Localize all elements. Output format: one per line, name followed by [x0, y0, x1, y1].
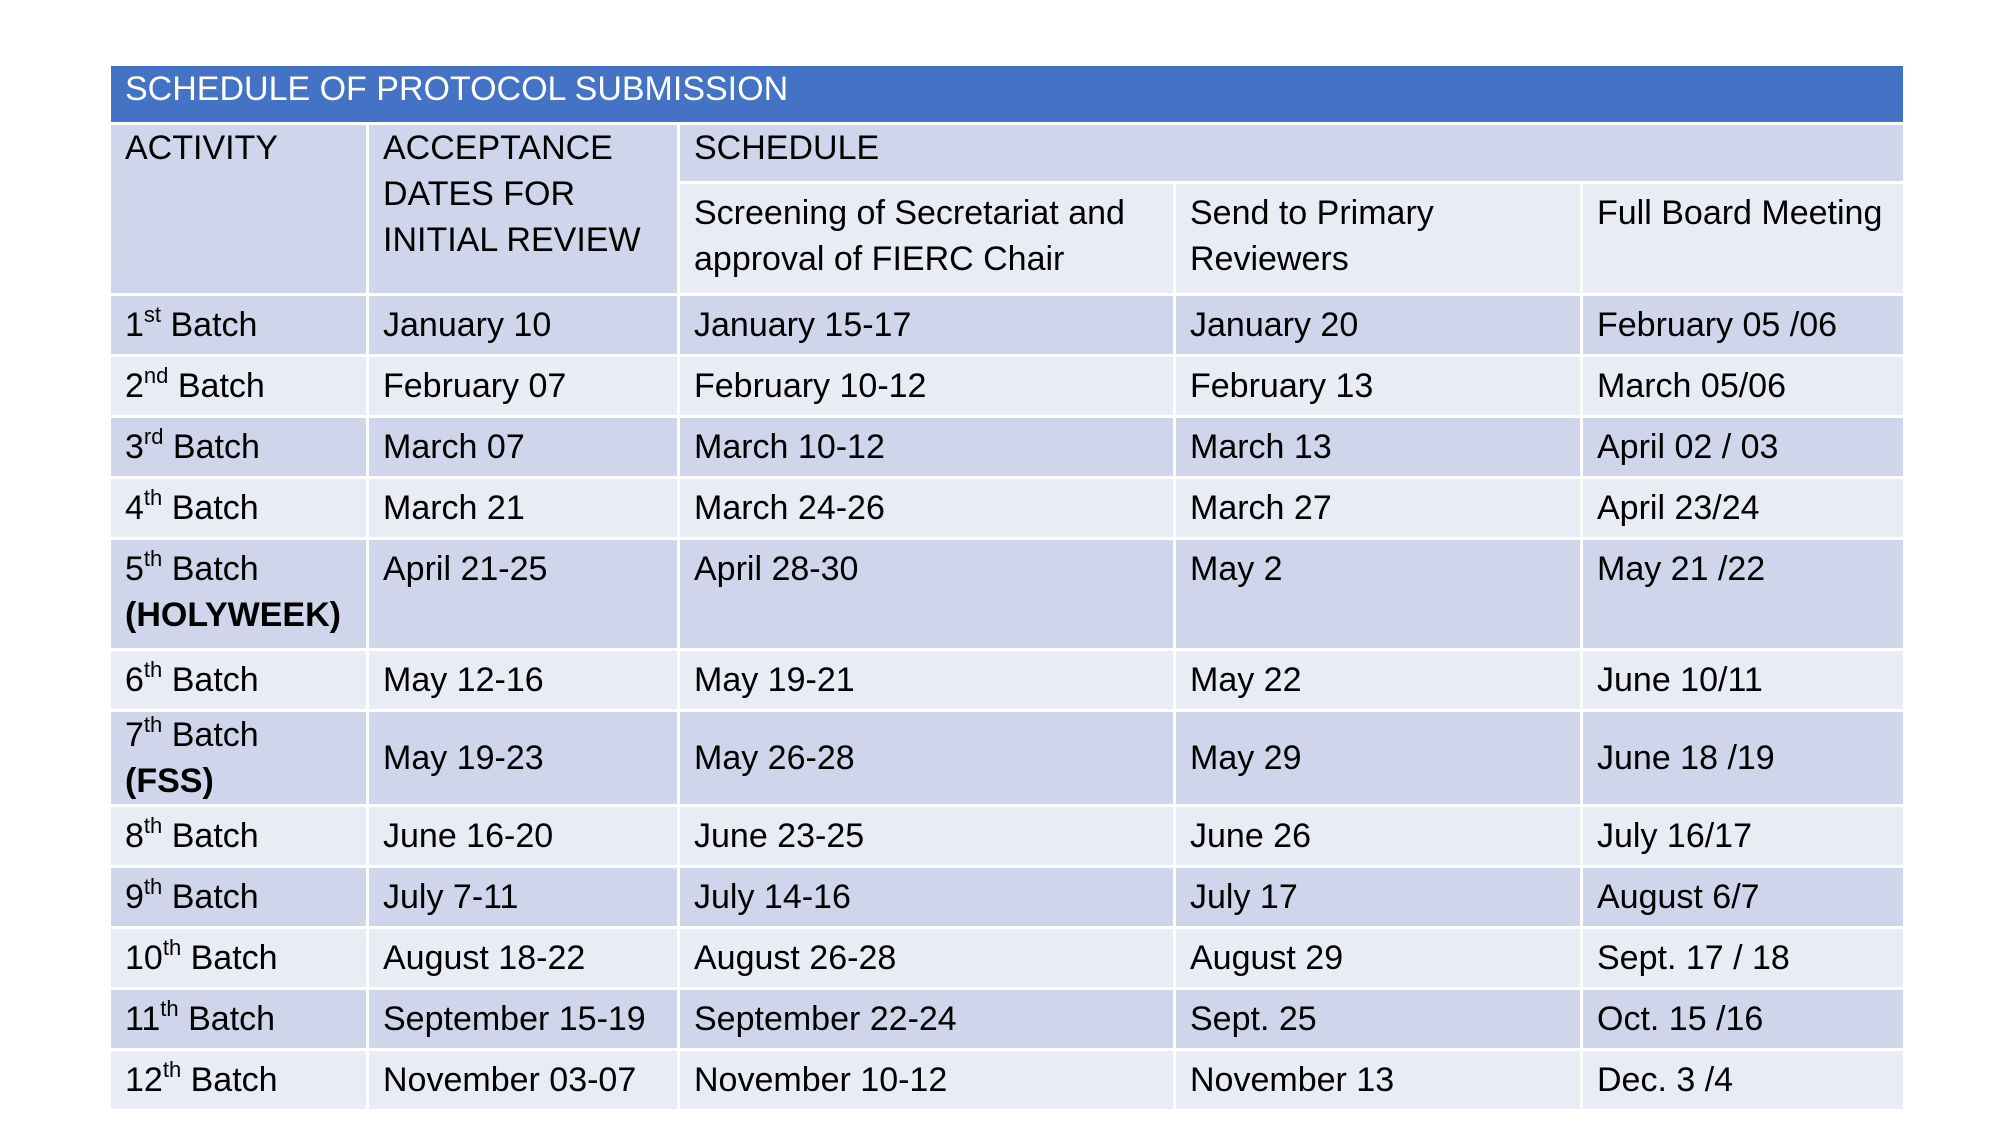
batch-cell	[110, 989, 368, 1050]
table-row	[110, 1050, 1905, 1111]
table-row	[110, 295, 1905, 356]
batch-label: Batch	[181, 1061, 278, 1099]
screening-date-cell: June 23-25	[679, 806, 1175, 867]
acceptance-date-cell: September 15-19	[368, 989, 679, 1050]
full-board-date-cell: July 16/17	[1582, 806, 1905, 867]
table-title: SCHEDULE OF PROTOCOL SUBMISSION	[110, 65, 1905, 124]
full-board-date-cell: April 23/24	[1582, 478, 1905, 539]
table-row	[110, 806, 1905, 867]
screening-date-cell: September 22-24	[679, 989, 1175, 1050]
full-board-date-cell: Sept. 17 / 18	[1582, 928, 1905, 989]
batch-ordinal-suffix: st	[143, 302, 162, 327]
batch-number: 5	[125, 550, 144, 588]
full-board-date-cell: June 10/11	[1582, 650, 1905, 711]
header-send: Send to Primary Reviewers	[1175, 183, 1582, 295]
header-screening: Screening of Secretariat and approval of FIERC Chair	[679, 183, 1175, 295]
send-reviewers-date-cell: Sept. 25	[1175, 989, 1582, 1050]
screening-date-cell: March 10-12	[679, 417, 1175, 478]
batch-note: (HOLYWEEK)	[125, 596, 341, 634]
batch-ordinal-suffix: nd	[143, 363, 169, 388]
screening-date-cell: August 26-28	[679, 928, 1175, 989]
batch-label: Batch	[162, 661, 259, 699]
acceptance-date-cell: May 12-16	[368, 650, 679, 711]
batch-ordinal-suffix: th	[143, 657, 163, 682]
batch-label: Batch	[162, 817, 259, 855]
screening-date-cell: May 19-21	[679, 650, 1175, 711]
screening-date-cell: May 26-28	[679, 711, 1175, 806]
header-row-1	[110, 124, 1905, 183]
batch-label: Batch	[163, 428, 260, 466]
batch-cell	[110, 867, 368, 928]
acceptance-date-cell: February 07	[368, 356, 679, 417]
send-reviewers-date-cell: July 17	[1175, 867, 1582, 928]
table-row	[110, 867, 1905, 928]
batch-number: 4	[125, 489, 144, 527]
batch-label: Batch	[162, 878, 259, 916]
screening-date-cell: February 10-12	[679, 356, 1175, 417]
batch-cell	[110, 356, 368, 417]
batch-ordinal-suffix: th	[143, 485, 163, 510]
send-reviewers-date-cell: January 20	[1175, 295, 1582, 356]
batch-ordinal-suffix: th	[143, 813, 163, 838]
acceptance-date-cell: November 03-07	[368, 1050, 679, 1111]
table-row	[110, 417, 1905, 478]
batch-number: 7	[125, 716, 144, 754]
send-reviewers-date-cell: May 22	[1175, 650, 1582, 711]
screening-date-cell: April 28-30	[679, 539, 1175, 650]
batch-cell	[110, 711, 368, 806]
table-row	[110, 539, 1905, 650]
table-row	[110, 478, 1905, 539]
acceptance-date-cell: May 19-23	[368, 711, 679, 806]
batch-cell	[110, 295, 368, 356]
header-acceptance: ACCEPTANCE DATES FOR INITIAL REVIEW	[368, 124, 679, 295]
acceptance-date-cell: June 16-20	[368, 806, 679, 867]
batch-cell	[110, 928, 368, 989]
batch-number: 9	[125, 878, 144, 916]
screening-date-cell: July 14-16	[679, 867, 1175, 928]
batch-ordinal-suffix: th	[162, 1057, 182, 1082]
full-board-date-cell: May 21 /22	[1582, 539, 1905, 650]
batch-ordinal-suffix: th	[162, 935, 182, 960]
batch-cell	[110, 539, 368, 650]
batch-cell	[110, 650, 368, 711]
batch-cell	[110, 478, 368, 539]
batch-ordinal-suffix: th	[143, 546, 163, 571]
batch-label: Batch	[162, 716, 259, 754]
batch-ordinal-suffix: rd	[143, 424, 164, 449]
batch-ordinal-suffix: th	[160, 996, 179, 1021]
batch-cell	[110, 806, 368, 867]
batch-cell	[110, 1050, 368, 1111]
table-title-row	[110, 65, 1905, 124]
batch-number: 2	[125, 367, 144, 405]
table-row	[110, 989, 1905, 1050]
screening-date-cell: November 10-12	[679, 1050, 1175, 1111]
acceptance-date-cell: August 18-22	[368, 928, 679, 989]
table-row	[110, 711, 1905, 806]
table-row	[110, 650, 1905, 711]
send-reviewers-date-cell: March 27	[1175, 478, 1582, 539]
acceptance-date-cell: January 10	[368, 295, 679, 356]
full-board-date-cell: Dec. 3 /4	[1582, 1050, 1905, 1111]
send-reviewers-date-cell: May 2	[1175, 539, 1582, 650]
table-body	[110, 295, 1905, 1111]
table-row	[110, 356, 1905, 417]
batch-label: Batch	[162, 550, 259, 588]
batch-number: 1	[125, 306, 144, 344]
batch-label: Batch	[161, 306, 258, 344]
send-reviewers-date-cell: February 13	[1175, 356, 1582, 417]
header-activity: ACTIVITY	[110, 124, 368, 295]
schedule-table	[108, 63, 1906, 1112]
batch-number: 10	[125, 939, 163, 977]
acceptance-date-cell: March 21	[368, 478, 679, 539]
acceptance-date-cell: April 21-25	[368, 539, 679, 650]
send-reviewers-date-cell: August 29	[1175, 928, 1582, 989]
send-reviewers-date-cell: November 13	[1175, 1050, 1582, 1111]
batch-ordinal-suffix: th	[143, 712, 163, 737]
acceptance-date-cell: March 07	[368, 417, 679, 478]
header-schedule: SCHEDULE	[679, 124, 1905, 183]
send-reviewers-date-cell: June 26	[1175, 806, 1582, 867]
send-reviewers-date-cell: March 13	[1175, 417, 1582, 478]
batch-note: (FSS)	[125, 762, 214, 800]
batch-label: Batch	[178, 1000, 276, 1038]
batch-label: Batch	[168, 367, 265, 405]
batch-cell	[110, 417, 368, 478]
batch-number: 3	[125, 428, 144, 466]
batch-label: Batch	[181, 939, 278, 977]
header-fullboard: Full Board Meeting	[1582, 183, 1905, 295]
full-board-date-cell: June 18 /19	[1582, 711, 1905, 806]
full-board-date-cell: April 02 / 03	[1582, 417, 1905, 478]
full-board-date-cell: February 05 /06	[1582, 295, 1905, 356]
acceptance-date-cell: July 7-11	[368, 867, 679, 928]
batch-label: Batch	[162, 489, 259, 527]
table-row	[110, 928, 1905, 989]
batch-number: 11	[125, 1000, 161, 1038]
send-reviewers-date-cell: May 29	[1175, 711, 1582, 806]
full-board-date-cell: March 05/06	[1582, 356, 1905, 417]
batch-ordinal-suffix: th	[143, 874, 163, 899]
batch-number: 12	[125, 1061, 163, 1099]
full-board-date-cell: August 6/7	[1582, 867, 1905, 928]
batch-number: 6	[125, 661, 144, 699]
full-board-date-cell: Oct. 15 /16	[1582, 989, 1905, 1050]
screening-date-cell: March 24-26	[679, 478, 1175, 539]
batch-number: 8	[125, 817, 144, 855]
screening-date-cell: January 15-17	[679, 295, 1175, 356]
